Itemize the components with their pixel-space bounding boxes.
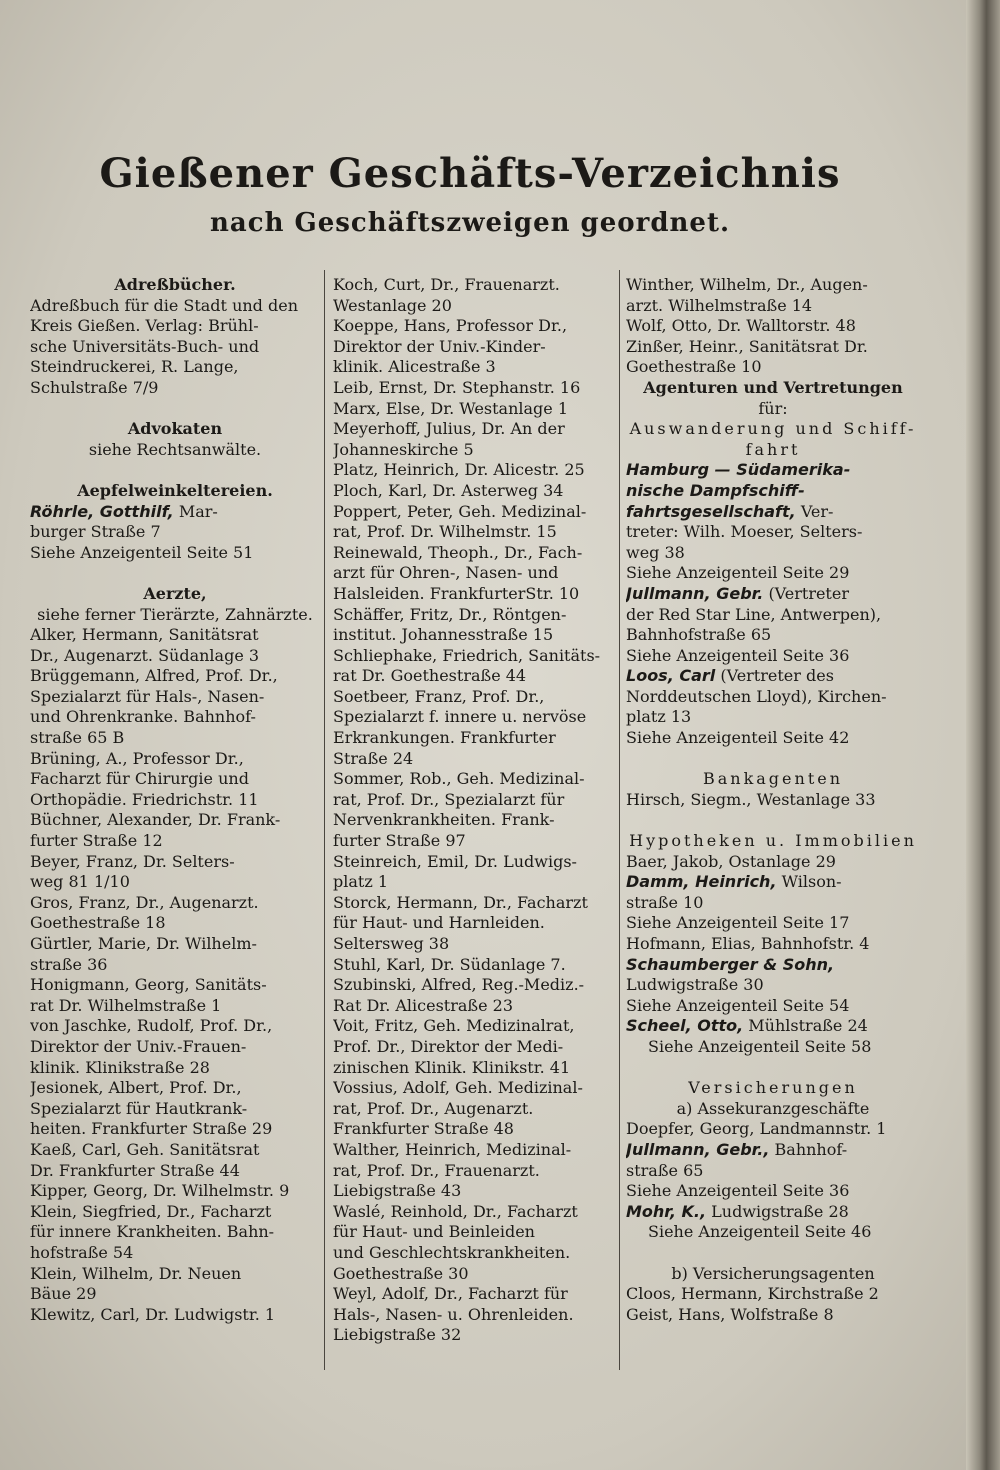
entry-loos: Loos, Carl (Vertreter des xyxy=(626,666,834,686)
aerzte-entry-line: Wolf, Otto, Dr. Walltorstr. 48 xyxy=(626,316,856,336)
section-heading-agenturen: Agenturen und Vertretungen xyxy=(643,377,903,397)
entry-doepfer: Doepfer, Georg, Landmannstr. 1 xyxy=(626,1119,887,1139)
aerzte-entry-line: Platz, Heinrich, Dr. Alicestr. 25 xyxy=(333,460,585,480)
entry-rohrle: Röhrle, Gotthilf, Mar- xyxy=(30,501,218,521)
aerzte-entry-line: Storck, Hermann, Dr., Facharzt xyxy=(333,892,588,912)
aerzte-entry-line: von Jaschke, Rudolf, Prof. Dr., xyxy=(30,1016,273,1036)
aerzte-entry-line: Frankfurter Straße 48 xyxy=(333,1119,514,1139)
agenturen-fuer: für: xyxy=(758,398,788,418)
aerzte-entry-line: Voit, Fritz, Geh. Medizinalrat, xyxy=(333,1016,575,1036)
aerzte-entry-line: rat, Prof. Dr. Wilhelmstr. 15 xyxy=(333,522,557,542)
aerzte-entry-line: rat Dr. Goethestraße 44 xyxy=(333,666,527,686)
aerzte-entry-line: heiten. Frankfurter Straße 29 xyxy=(30,1119,273,1139)
advokaten-note: siehe Rechtsanwälte. xyxy=(88,439,262,459)
hamburg-detail-line: Siehe Anzeigenteil Seite 29 xyxy=(626,563,850,583)
aerzte-entry-line: Rat Dr. Alicestraße 23 xyxy=(333,995,514,1015)
aerzte-entry-line: Stuhl, Karl, Dr. Südanlage 7. xyxy=(333,954,566,974)
entry-mohr: Mohr, K., Ludwigstraße 28 xyxy=(626,1201,849,1221)
section-heading-aepfelweinkeltereien: Aepfelweinkeltereien. xyxy=(77,480,273,500)
aerzte-entry-line: und Geschlechtskrankheiten. xyxy=(333,1242,571,1262)
aerzte-entry-line: Bäue 29 xyxy=(30,1284,97,1304)
aerzte-list-end xyxy=(626,275,920,378)
aerzte-entry-line: Spezialarzt für Hautkrank- xyxy=(30,1098,248,1118)
aerzte-entry-line: straße 65 B xyxy=(30,728,125,748)
aerzte-entry-line: Poppert, Peter, Geh. Medizinal- xyxy=(333,501,587,521)
hamburg-line: nische Dampfschiff- xyxy=(626,480,805,500)
adressbuch-line: Steindruckerei, R. Lange, xyxy=(30,357,239,377)
aerzte-entry-line: rat, Prof. Dr., Spezialarzt für xyxy=(333,789,565,809)
entry-baer: Baer, Jakob, Ostanlage 29 xyxy=(626,851,836,871)
subheading-hypotheken: Hypotheken u. Immobilien xyxy=(629,831,917,851)
aerzte-entry-line: Leib, Ernst, Dr. Stephanstr. 16 xyxy=(333,377,581,397)
jullmann-2-detail-line: Siehe Anzeigenteil Seite 36 xyxy=(626,1181,850,1201)
entry-geist: Geist, Hans, Wolfstraße 8 xyxy=(626,1304,834,1324)
aerzte-entry-line: Orthopädie. Friedrichstr. 11 xyxy=(30,789,259,809)
aerzte-entry-line: furter Straße 12 xyxy=(30,831,163,851)
page-title: Gießener Geschäfts-Verzeichnis xyxy=(99,150,841,197)
aerzte-entry-line: Liebigstraße 43 xyxy=(333,1181,462,1201)
aerzte-entry-line: institut. Johannesstraße 15 xyxy=(333,625,554,645)
aerzte-entry-line: Klewitz, Carl, Dr. Ludwigstr. 1 xyxy=(30,1304,276,1324)
jullmann-2-detail-line: straße 65 xyxy=(626,1160,704,1180)
aerzte-entry-line: Halsleiden. FrankfurterStr. 10 xyxy=(333,583,580,603)
aerzte-entry-line: Gürtler, Marie, Dr. Wilhelm- xyxy=(30,934,257,953)
aerzte-entry-line: Direktor der Univ.-Kinder- xyxy=(333,336,546,356)
aerzte-entry-line: Weyl, Adolf, Dr., Facharzt für xyxy=(333,1284,568,1304)
aerzte-entry-line: Büchner, Alexander, Dr. Frank- xyxy=(30,810,281,830)
aerzte-entry-line: furter Straße 97 xyxy=(333,831,466,851)
subheading-assekuranz: a) Assekuranzgeschäfte xyxy=(676,1098,870,1118)
aerzte-entry-line: Jesionek, Albert, Prof. Dr., xyxy=(30,1078,242,1098)
adressbuch-line: sche Universitäts-Buch- und xyxy=(30,336,260,356)
damm-detail-line: straße 10 xyxy=(626,892,704,912)
aerzte-list-continued xyxy=(333,275,623,1346)
jullmann-detail-line: Bahnhofstraße 65 xyxy=(626,625,772,645)
aerzte-entry-line: Goethestraße 18 xyxy=(30,913,166,933)
entry-hamburg-line: fahrtsgesellschaft, Ver- xyxy=(626,501,834,521)
aerzte-entry-line: für innere Krankheiten. Bahn- xyxy=(30,1222,275,1242)
aerzte-entry-line: rat, Prof. Dr., Augenarzt. xyxy=(333,1098,534,1118)
schaumberger-detail-line: Ludwigstraße 30 xyxy=(626,975,764,995)
entry-schaumberger: Schaumberger & Sohn, xyxy=(626,954,835,974)
aerzte-entry-line: Reinewald, Theoph., Dr., Fach- xyxy=(333,542,583,562)
entry-hofmann: Hofmann, Elias, Bahnhofstr. 4 xyxy=(626,934,870,953)
aerzte-entry-line: Direktor der Univ.-Frauen- xyxy=(30,1036,247,1056)
entry-schaumberger-details xyxy=(626,975,920,1016)
entry-damm: Damm, Heinrich, Wilson- xyxy=(626,872,842,892)
aerzte-entry-line: Facharzt für Chirurgie und xyxy=(30,769,249,789)
entry-cloos: Cloos, Hermann, Kirchstraße 2 xyxy=(626,1284,879,1304)
aerzte-entry-line: Szubinski, Alfred, Reg.-Mediz.- xyxy=(333,975,585,995)
aerzte-entry-line: Koch, Curt, Dr., Frauenarzt. xyxy=(333,275,560,294)
entry-loos-details xyxy=(626,687,920,749)
adressbuch-line: Schulstraße 7/9 xyxy=(30,377,159,397)
column-divider xyxy=(324,270,325,1370)
adressbuch-line: Kreis Gießen. Verlag: Brühl- xyxy=(30,316,259,336)
aerzte-entry-line: Straße 24 xyxy=(333,748,414,768)
hamburg-line: Hamburg — Südamerika- xyxy=(626,460,851,480)
jullmann-detail-line: Siehe Anzeigenteil Seite 36 xyxy=(626,645,850,665)
aerzte-entry-line: Klein, Siegfried, Dr., Facharzt xyxy=(30,1201,272,1221)
aerzte-entry-line: Brüggemann, Alfred, Prof. Dr., xyxy=(30,666,278,686)
aerzte-entry-line: Marx, Else, Dr. Westanlage 1 xyxy=(333,398,569,418)
aerzte-entry-line: weg 81 1/10 xyxy=(30,872,130,892)
aerzte-entry-line: Steinreich, Emil, Dr. Ludwigs- xyxy=(333,851,577,871)
adressbuch-line: Adreßbuch für die Stadt und den xyxy=(30,295,299,315)
entry-jullmann-details xyxy=(626,605,920,667)
column-3 xyxy=(626,275,920,1325)
aerzte-entry-line: zinischen Klinik. Klinikstr. 41 xyxy=(333,1057,571,1077)
aerzte-entry-line: Dr. Frankfurter Straße 44 xyxy=(30,1160,240,1180)
section-heading-advokaten: Advokaten xyxy=(127,419,223,439)
subheading-versicherungsagenten: b) Versicherungsagenten xyxy=(671,1263,875,1283)
aerzte-entry-line: Goethestraße 10 xyxy=(626,357,762,377)
aepfelwein-line: burger Straße 7 xyxy=(30,522,161,542)
subheading-versicherungen: Versicherungen xyxy=(688,1078,858,1098)
entry-damm-details xyxy=(626,893,920,934)
aerzte-entry-line: Kipper, Georg, Dr. Wilhelmstr. 9 xyxy=(30,1181,290,1201)
loos-detail-line: platz 13 xyxy=(626,707,692,727)
aerzte-entry-line: für Haut- und Harnleiden. xyxy=(333,913,545,933)
aerzte-entry-line: arzt. Wilhelmstraße 14 xyxy=(626,295,813,315)
entry-jullmann: Jullmann, Gebr. (Vertreter xyxy=(626,583,849,603)
adressbuecher-list xyxy=(30,296,320,399)
aerzte-entry-line: platz 1 xyxy=(333,872,389,892)
aerzte-entry-line: Koeppe, Hans, Professor Dr., xyxy=(333,316,568,336)
entry-hamburg-sued xyxy=(626,460,920,501)
aerzte-entry-line: klinik. Alicestraße 3 xyxy=(333,357,496,377)
column-2 xyxy=(333,275,623,1346)
aerzte-entry-line: Prof. Dr., Direktor der Medi- xyxy=(333,1036,564,1056)
entry-hamburg-details xyxy=(626,522,920,584)
aerzte-entry-line: Soetbeer, Franz, Prof. Dr., xyxy=(333,686,545,706)
aerzte-entry-line: Meyerhoff, Julius, Dr. An der xyxy=(333,419,565,439)
aerzte-entry-line: Ploch, Karl, Dr. Asterweg 34 xyxy=(333,480,564,500)
hamburg-detail-line: treter: Wilh. Moeser, Selters- xyxy=(626,522,863,542)
section-heading-aerzte: Aerzte, xyxy=(143,583,207,603)
subheading-bankagenten: Bankagenten xyxy=(702,769,844,789)
aerzte-entry-line: Hals-, Nasen- u. Ohrenleiden. xyxy=(333,1304,574,1324)
loos-detail-line: Siehe Anzeigenteil Seite 42 xyxy=(626,728,850,748)
aerzte-entry-line: Waslé, Reinhold, Dr., Facharzt xyxy=(333,1201,578,1221)
aerzte-entry-line: Gros, Franz, Dr., Augenarzt. xyxy=(30,892,259,912)
jullmann-detail-line: der Red Star Line, Antwerpen), xyxy=(626,604,882,624)
aerzte-entry-line: Johanneskirche 5 xyxy=(333,439,474,459)
aerzte-entry-line: Honigmann, Georg, Sanitäts- xyxy=(30,975,267,995)
aerzte-entry-line: Spezialarzt für Hals-, Nasen- xyxy=(30,686,265,706)
column-1 xyxy=(30,275,320,1325)
entry-jullmann-2: Jullmann, Gebr., Bahnhof- xyxy=(626,1139,848,1159)
aerzte-entry-line: Klein, Wilhelm, Dr. Neuen xyxy=(30,1263,242,1283)
aerzte-note: siehe ferner Tierärzte, Zahnärzte. xyxy=(37,604,313,624)
section-heading-adressbuecher: Adreßbücher. xyxy=(114,275,236,294)
schaumberger-detail-line: Siehe Anzeigenteil Seite 54 xyxy=(626,995,850,1015)
aerzte-entry-line: Zinßer, Heinr., Sanitätsrat Dr. xyxy=(626,336,868,356)
aerzte-entry-line: rat Dr. Wilhelmstraße 1 xyxy=(30,995,222,1015)
aerzte-entry-line: Seltersweg 38 xyxy=(333,934,450,953)
entry-hirsch: Hirsch, Siegm., Westanlage 33 xyxy=(626,789,876,809)
aerzte-entry-line: Winther, Wilhelm, Dr., Augen- xyxy=(626,275,868,294)
aerzte-entry-line: Kaeß, Carl, Geh. Sanitätsrat xyxy=(30,1139,260,1159)
aerzte-entry-line: Liebigstraße 32 xyxy=(333,1325,462,1345)
aerzte-entry-line: rat, Prof. Dr., Frauenarzt. xyxy=(333,1160,540,1180)
page-subtitle: nach Geschäftszweigen geordnet. xyxy=(209,208,731,238)
aerzte-list xyxy=(30,625,320,1325)
aerzte-entry-line: Schäffer, Fritz, Dr., Röntgen- xyxy=(333,604,567,624)
entry-scheel: Scheel, Otto, Mühlstraße 24 xyxy=(626,1016,868,1036)
aerzte-entry-line: Erkrankungen. Frankfurter xyxy=(333,728,556,748)
aerzte-entry-line: für Haut- und Beinleiden xyxy=(333,1222,535,1242)
aerzte-entry-line: Beyer, Franz, Dr. Selters- xyxy=(30,851,235,871)
aerzte-entry-line: Dr., Augenarzt. Südanlage 3 xyxy=(30,645,260,665)
aerzte-entry-line: Alker, Hermann, Sanitätsrat xyxy=(30,625,259,645)
damm-detail-line: Siehe Anzeigenteil Seite 17 xyxy=(626,913,850,933)
aerzte-entry-line: Goethestraße 30 xyxy=(333,1263,469,1283)
aerzte-entry-line: arzt für Ohren-, Nasen- und xyxy=(333,563,559,583)
loos-detail-line: Norddeutschen Lloyd), Kirchen- xyxy=(626,686,887,706)
aerzte-entry-line: Vossius, Adolf, Geh. Medizinal- xyxy=(333,1078,583,1098)
aerzte-entry-line: Schliephake, Friedrich, Sanitäts- xyxy=(333,645,601,665)
aerzte-entry-line: straße 36 xyxy=(30,954,108,974)
aerzte-entry-line: Nervenkrankheiten. Frank- xyxy=(333,810,555,830)
aerzte-entry-line: und Ohrenkranke. Bahnhof- xyxy=(30,707,256,727)
entry-mohr-details: Siehe Anzeigenteil Seite 46 xyxy=(648,1222,872,1242)
aerzte-entry-line: Walther, Heinrich, Medizinal- xyxy=(333,1139,572,1159)
aerzte-entry-line: Spezialarzt f. innere u. nervöse xyxy=(333,707,587,727)
aerzte-entry-line: Brüning, A., Professor Dr., xyxy=(30,748,244,768)
aerzte-entry-line: Sommer, Rob., Geh. Medizinal- xyxy=(333,769,585,789)
aepfelwein-line: Siehe Anzeigenteil Seite 51 xyxy=(30,542,254,562)
hamburg-detail-line: weg 38 xyxy=(626,542,685,562)
subheading-auswanderung-2: fahrt xyxy=(745,439,801,459)
aerzte-entry-line: Westanlage 20 xyxy=(333,295,452,315)
subheading-auswanderung: Auswanderung und Schiff- xyxy=(629,419,917,439)
aepfelwein-list xyxy=(30,522,320,563)
entry-scheel-details: Siehe Anzeigenteil Seite 58 xyxy=(648,1036,872,1056)
aerzte-entry-line: klinik. Klinikstraße 28 xyxy=(30,1057,210,1077)
entry-jullmann-2-details xyxy=(626,1161,920,1202)
aerzte-entry-line: hofstraße 54 xyxy=(30,1242,134,1262)
book-spine-shadow xyxy=(966,0,1000,1470)
